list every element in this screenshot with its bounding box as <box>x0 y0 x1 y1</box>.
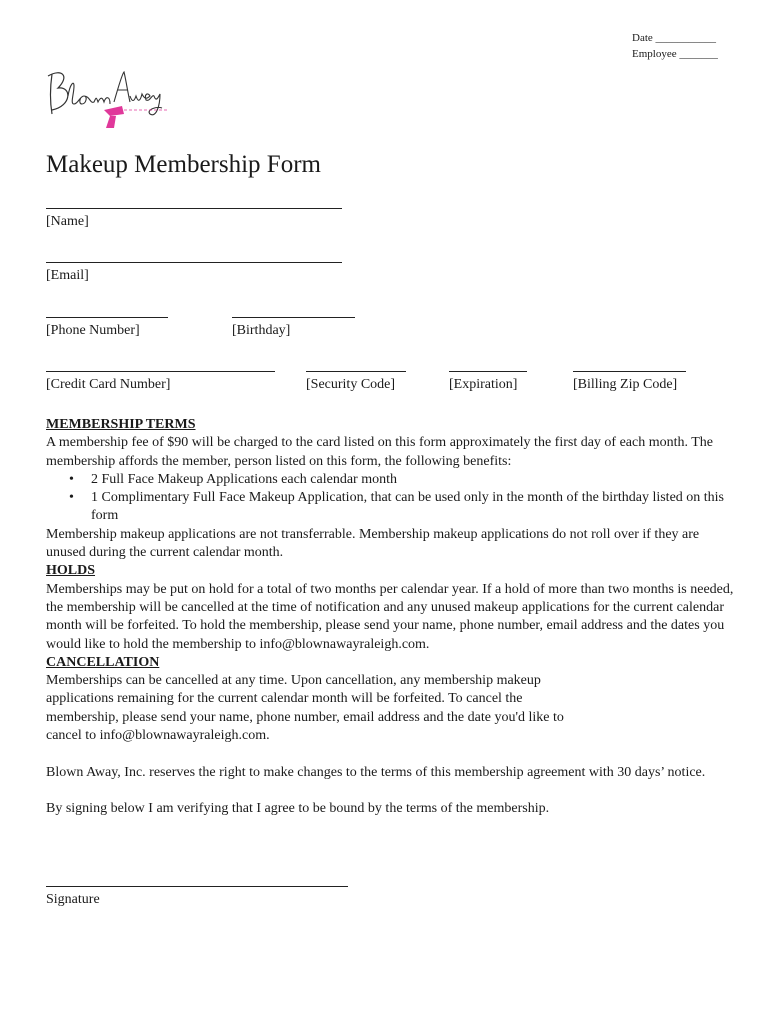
signature-field[interactable] <box>46 886 348 909</box>
credit-card-field[interactable] <box>46 371 275 394</box>
email-input-line[interactable] <box>46 262 342 263</box>
phone-label: [Phone Number] <box>46 323 140 338</box>
cancellation-heading: CANCELLATION <box>46 654 160 670</box>
credit-card-label: [Credit Card Number] <box>46 377 171 392</box>
name-label: [Name] <box>46 214 89 229</box>
birthday-field[interactable] <box>232 317 355 340</box>
holds-heading: HOLDS <box>46 563 96 579</box>
membership-terms-note: Membership makeup applications are not transferrable. Membership makeup applications do not roll over if they are unused during the current calendar month. <box>46 526 700 561</box>
security-code-input-line[interactable] <box>306 371 406 372</box>
birthday-label: [Birthday] <box>232 323 291 338</box>
membership-terms-intro: A membership fee of $90 will be charged to the card listed on this form approximately the first day of each month. The membership affords the member, person listed on this form, the following benefits: <box>46 435 714 469</box>
employee-field-label: Employee _______ <box>632 48 718 60</box>
signature-label: Signature <box>46 892 100 907</box>
birthday-input-line[interactable] <box>232 317 355 318</box>
blown-away-logo <box>44 66 174 132</box>
phone-input-line[interactable] <box>46 317 168 318</box>
credit-card-input-line[interactable] <box>46 371 275 372</box>
cancellation-line: membership, please send your name, phone number, email address and the date you'd like to <box>46 709 564 725</box>
holds-text: Memberships may be put on hold for a total of two months per calendar year. If a hold of more than two months is needed, the membership will be cancelled at the time of notification and any unused makeup applications for the current calendar month will be forfeited. To hold the membership, please send your name, phone number, email address and the dates you would like to hold the membership to info@blownawayraleigh.com. <box>46 581 734 652</box>
expiration-field[interactable] <box>449 371 527 394</box>
email-field[interactable] <box>46 262 342 285</box>
security-code-field[interactable] <box>306 371 406 394</box>
benefit-item: • 1 Complimentary Full Face Makeup Application, that can be used only in the month of the birthday listed on this form <box>91 489 736 526</box>
billing-zip-label: [Billing Zip Code] <box>573 377 678 392</box>
reserves-text: Blown Away, Inc. reserves the right to make changes to the terms of this membership agreement with 30 days’ notice. <box>46 764 706 780</box>
cancellation-line: Memberships can be cancelled at any time. Upon cancellation, any membership makeup <box>46 673 541 689</box>
cancellation-line: applications remaining for the current calendar month will be forfeited. To cancel the <box>46 691 523 707</box>
benefits-list <box>46 471 736 526</box>
expiration-input-line[interactable] <box>449 371 527 372</box>
signature-input-line[interactable] <box>46 886 348 887</box>
security-code-label: [Security Code] <box>306 377 396 392</box>
header-meta <box>632 30 718 62</box>
expiration-label: [Expiration] <box>449 377 518 392</box>
name-input-line[interactable] <box>46 208 342 209</box>
billing-zip-field[interactable] <box>573 371 686 394</box>
page-title: Makeup Membership Form <box>46 151 321 178</box>
benefit-item: • 2 Full Face Makeup Applications each calendar month <box>91 471 736 489</box>
date-field-label: Date ___________ <box>632 32 717 44</box>
email-label: [Email] <box>46 268 89 283</box>
terms-section <box>46 416 736 819</box>
cancellation-line: cancel to info@blownawayraleigh.com. <box>46 728 270 744</box>
membership-terms-heading: MEMBERSHIP TERMS <box>46 417 196 432</box>
billing-zip-input-line[interactable] <box>573 371 686 372</box>
agreement-text: By signing below I am verifying that I agree to be bound by the terms of the membership. <box>46 801 550 817</box>
phone-field[interactable] <box>46 317 168 340</box>
name-field[interactable] <box>46 208 342 231</box>
